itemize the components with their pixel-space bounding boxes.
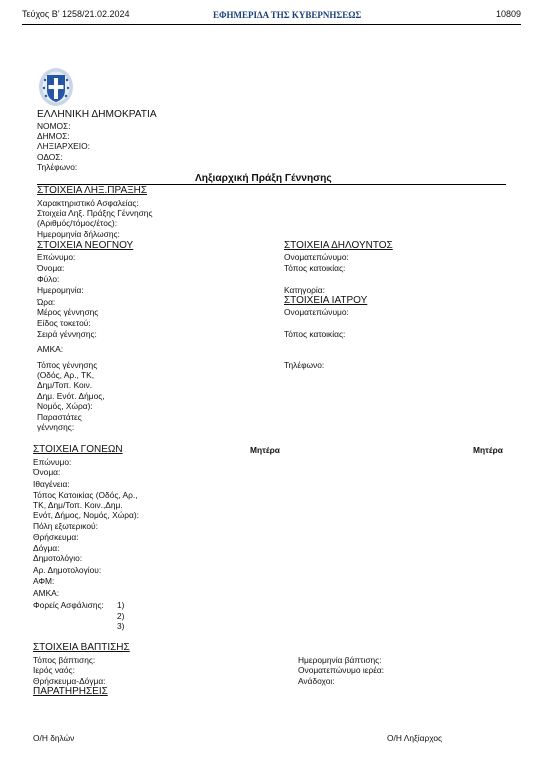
parent-residence: Τόπος Κατοικίας (Οδός, Αρ.,	[33, 490, 138, 500]
newborn-place-line: Δημ/Τοπ. Κοιν.	[37, 380, 93, 390]
republic-title: ΕΛΛΗΝΙΚΗ ΔΗΜΟΚΡΑΤΙΑ	[37, 109, 157, 120]
newborn-surname: Επώνυμο:	[37, 252, 76, 262]
baptism-priest: Ονοματεπώνυμο ιερέα:	[298, 665, 385, 675]
header-rule	[22, 24, 521, 25]
newborn-birth-place-type: Μέρος γέννησης	[37, 307, 99, 317]
doctor-phone: Τηλέφωνο:	[284, 360, 325, 370]
newborn-attendants: γέννησης:	[37, 422, 75, 432]
gazette-issue: Τεύχος Β’ 1258/21.02.2024	[22, 9, 130, 19]
newborn-birth-order: Σειρά γέννησης:	[37, 329, 97, 339]
parents-col-mother: Μητέρα	[250, 445, 280, 455]
parent-religion: Θρήσκευμα:	[33, 532, 79, 542]
authority-odos: ΟΔΟΣ:	[37, 152, 63, 162]
document-title: Ληξιαρχική Πράξη Γέννησης	[195, 173, 332, 184]
greek-emblem-icon	[37, 66, 75, 108]
newborn-place-line: Νομός, Χώρα):	[37, 401, 93, 411]
remarks-heading: ΠΑΡΑΤΗΡΗΣΕΙΣ	[33, 686, 108, 697]
parent-afm: ΑΦΜ:	[33, 576, 55, 586]
baptism-place: Τόπος βάπτισης:	[33, 655, 96, 665]
declarant-heading: ΣΤΟΙΧΕΙΑ ΔΗΛΟΥΝΤΟΣ	[284, 240, 393, 251]
parent-surname: Επώνυμο:	[33, 457, 72, 467]
newborn-place-line: Δημ. Ενότ. Δήμος,	[37, 391, 105, 401]
newborn-place-line: (Οδός, Αρ., ΤΚ,	[37, 370, 95, 380]
baptism-church: Ιερός ναός:	[33, 665, 75, 675]
act-security: Χαρακτηριστικό Ασφαλείας:	[37, 198, 139, 208]
parent-residence: ΤΚ, Δημ/Τοπ. Κοιν.,Δημ.	[33, 500, 123, 510]
newborn-heading: ΣΤΟΙΧΕΙΑ ΝΕΟΓΝΟΥ	[37, 240, 134, 251]
parent-foreign-city: Πόλη εξωτερικού:	[33, 521, 98, 531]
page-number: 10809	[495, 9, 521, 19]
baptism-heading: ΣΤΟΙΧΕΙΑ ΒΑΠΤΙΣΗΣ	[33, 642, 130, 653]
act-declaration-date: Ημερομηνία δήλωσης:	[37, 229, 120, 239]
baptism-date: Ημερομηνία βάπτισης:	[298, 655, 382, 665]
parent-registry: Δημοτολόγιο:	[33, 553, 83, 563]
authority-phone: Τηλέφωνο:	[37, 162, 78, 172]
doctor-heading: ΣΤΟΙΧΕΙΑ ΙΑΤΡΟΥ	[284, 295, 368, 306]
act-details: Στοιχεία Ληξ. Πράξης Γέννησης	[37, 208, 153, 218]
declarant-signature-label: Ο/Η δηλών	[33, 733, 75, 743]
parent-amka: ΑΜΚΑ:	[33, 588, 60, 598]
newborn-delivery-type: Είδος τοκετού:	[37, 318, 91, 328]
newborn-sex: Φύλο:	[37, 274, 60, 284]
registrar-signature-label: Ο/Η Ληξίαρχος	[387, 733, 443, 743]
parent-name: Όνομα:	[33, 467, 61, 477]
parent-dogma: Δόγμα:	[33, 543, 60, 553]
insurance-item: 2)	[117, 611, 125, 621]
declarant-residence: Τόπος κατοικίας:	[284, 263, 346, 273]
act-number: (Αριθμός/τόμος/έτος):	[37, 218, 118, 228]
newborn-name: Όνομα:	[37, 263, 65, 273]
act-heading: ΣΤΟΙΧΕΙΑ ΛΗΞ.ΠΡΑΞΗΣ	[37, 185, 148, 196]
newborn-place-line: Τόπος γέννησης	[37, 360, 98, 370]
newborn-time: Ώρα:	[37, 297, 56, 307]
newborn-attendants: Παραστάτες	[37, 412, 82, 422]
doctor-residence: Τόπος κατοικίας:	[284, 329, 346, 339]
parents-heading: ΣΤΟΙΧΕΙΑ ΓΟΝΕΩΝ	[33, 444, 123, 455]
newborn-date: Ημερομηνία:	[37, 285, 84, 295]
insurance-item: 1)	[117, 600, 125, 610]
authority-nomos: ΝΟΜΟΣ:	[37, 121, 71, 131]
parent-insurance-label: Φορείς Ασφάλισης:	[33, 600, 104, 610]
baptism-godparents: Ανάδοχοι:	[298, 676, 335, 686]
declarant-category: Κατηγορία:	[284, 285, 325, 295]
newborn-amka: ΑΜΚΑ:	[37, 344, 64, 354]
authority-dimos: ΔΗΜΟΣ:	[37, 131, 70, 141]
parents-col-mother-2: Μητέρα	[473, 445, 503, 455]
gazette-title: ΕΦΗΜΕΡΙΔΑ ΤΗΣ ΚΥΒΕΡΝΗΣΕΩΣ	[213, 10, 362, 20]
declarant-fullname: Ονοματεπώνυμο:	[284, 252, 349, 262]
insurance-item: 3)	[117, 621, 125, 631]
parent-registry-number: Αρ. Δημοτολογίου:	[33, 565, 102, 575]
authority-lixiarxeio: ΛΗΞΙΑΡΧΕΙΟ:	[37, 141, 90, 151]
baptism-religion: Θρήσκευμα-Δόγμα:	[33, 676, 106, 686]
doctor-fullname: Ονοματεπώνυμο:	[284, 307, 349, 317]
parent-residence: Ενότ, Δήμος, Νομός, Χώρα):	[33, 510, 139, 520]
parent-nationality: Ιθαγένεια:	[33, 479, 70, 489]
